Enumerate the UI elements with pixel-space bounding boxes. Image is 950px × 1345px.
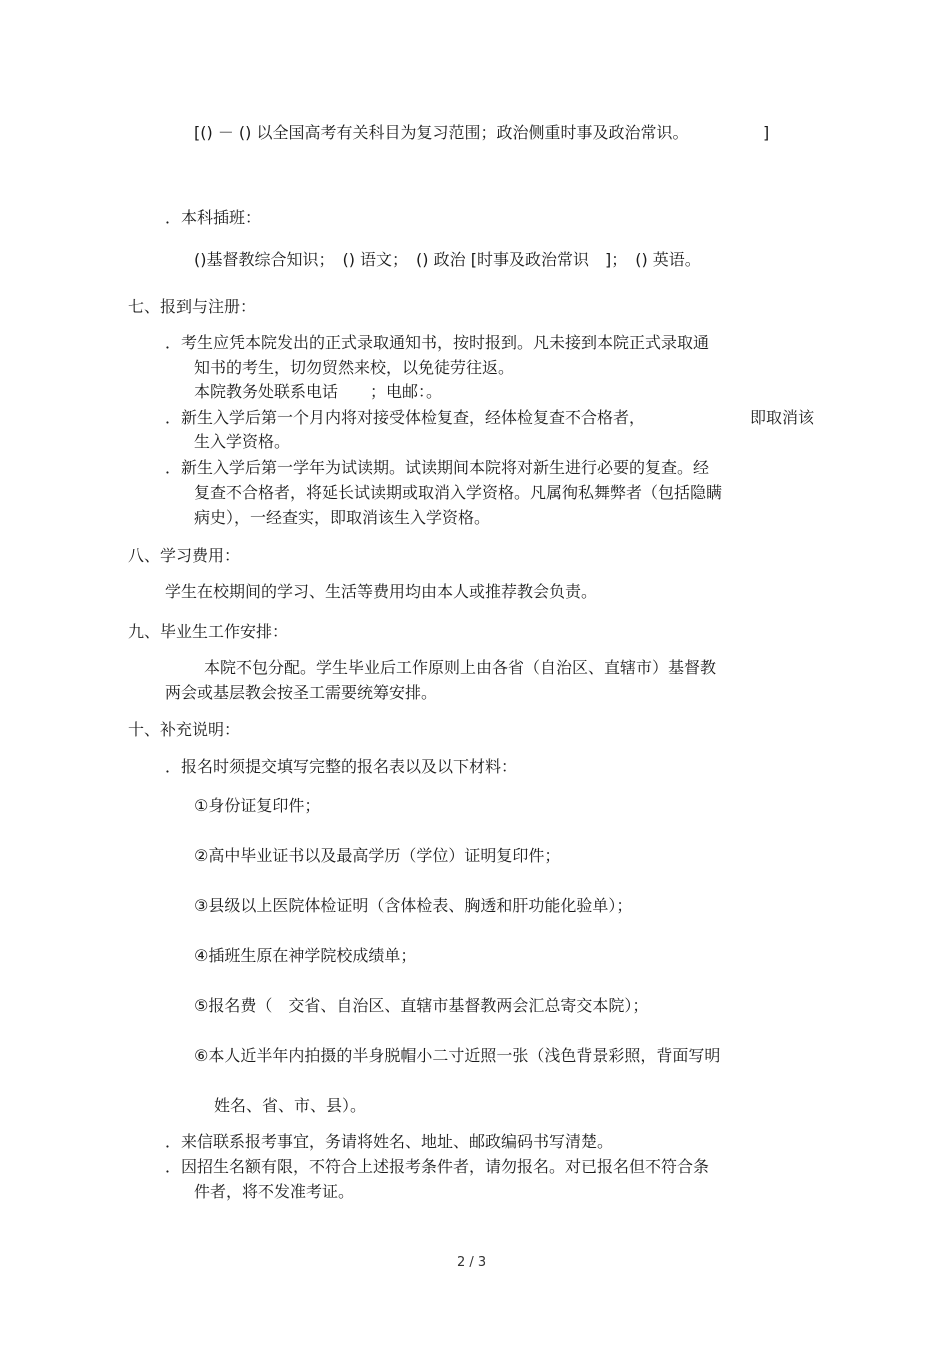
- paragraph-line: 知书的考生，切勿贸然来校，以免徒劳往返。: [194, 358, 515, 377]
- paragraph-line: 复查不合格者，将延长试读期或取消入学资格。凡属徇私舞弊者（包括隐瞒: [194, 483, 723, 502]
- contact-info: 本院教务处联系电话 ；电邮：。: [194, 382, 443, 401]
- transfer-subjects: ()基督教综合知识； () 语文； () 政治 [时事及政治常识 ]； () 英语。: [194, 250, 701, 269]
- exam-scope-note: [() － () 以全国高考有关科目为复习范围；政治侧重时事及政治常识。: [194, 123, 689, 142]
- paragraph-line: 本院不包分配。学生毕业后工作原则上由各省（自治区、直辖市）基督教: [204, 658, 717, 677]
- paragraph-line-end: 即取消该: [750, 408, 815, 427]
- paragraph-line: ．因招生名额有限，不符合上述报考条件者，请勿报名。对已报名但不符合条: [165, 1157, 710, 1176]
- paragraph-line: ．考生应凭本院发出的正式录取通知书，按时报到。凡未接到本院正式录取通: [165, 333, 710, 352]
- exam-scope-note-bracket: ]: [763, 123, 770, 142]
- section-7-heading: 七、报到与注册：: [128, 297, 257, 316]
- paragraph-line: 两会或基层教会按圣工需要统筹安排。: [165, 683, 438, 702]
- paragraph-line: ．新生入学后第一个月内将对接受体检复查，经体检复查不合格者，: [165, 408, 646, 427]
- list-item: ⑥本人近半年内拍摄的半身脱帽小二寸近照一张（浅色背景彩照，背面写明: [194, 1046, 721, 1065]
- list-item: ①身份证复印件；: [194, 796, 321, 815]
- list-item: ④插班生原在神学院校成绩单；: [194, 946, 417, 965]
- paragraph-line: ．新生入学后第一学年为试读期。试读期间本院将对新生进行必要的复查。经: [165, 458, 710, 477]
- section-10-heading: 十、补充说明：: [128, 720, 241, 739]
- section-8-heading: 八、学习费用：: [128, 546, 241, 565]
- paragraph-line: ．来信联系报考事宜，务请将姓名、地址、邮政编码书写清楚。: [165, 1132, 614, 1151]
- list-item: ⑤报名费（ 交省、自治区、直辖市基督教两会汇总寄交本院）；: [194, 996, 649, 1015]
- paragraph-line: 件者，将不发准考证。: [194, 1182, 355, 1201]
- paragraph-line: 学生在校期间的学习、生活等费用均由本人或推荐教会负责。: [165, 582, 598, 601]
- subsection-transfer-heading: ．本科插班：: [165, 208, 262, 227]
- list-item: ③县级以上医院体检证明（含体检表、胸透和肝功能化验单）；: [194, 896, 633, 915]
- paragraph-line: 病史），一经查实，即取消该生入学资格。: [194, 508, 491, 527]
- section-9-heading: 九、毕业生工作安排：: [128, 622, 289, 641]
- paragraph-line: ．报名时须提交填写完整的报名表以及以下材料：: [165, 757, 518, 776]
- page-number: 2 / 3: [457, 1255, 487, 1270]
- list-item-continuation: 姓名、省、市、县）。: [214, 1096, 367, 1115]
- list-item: ②高中毕业证书以及最高学历（学位）证明复印件；: [194, 846, 561, 865]
- paragraph-line: 生入学资格。: [194, 432, 291, 451]
